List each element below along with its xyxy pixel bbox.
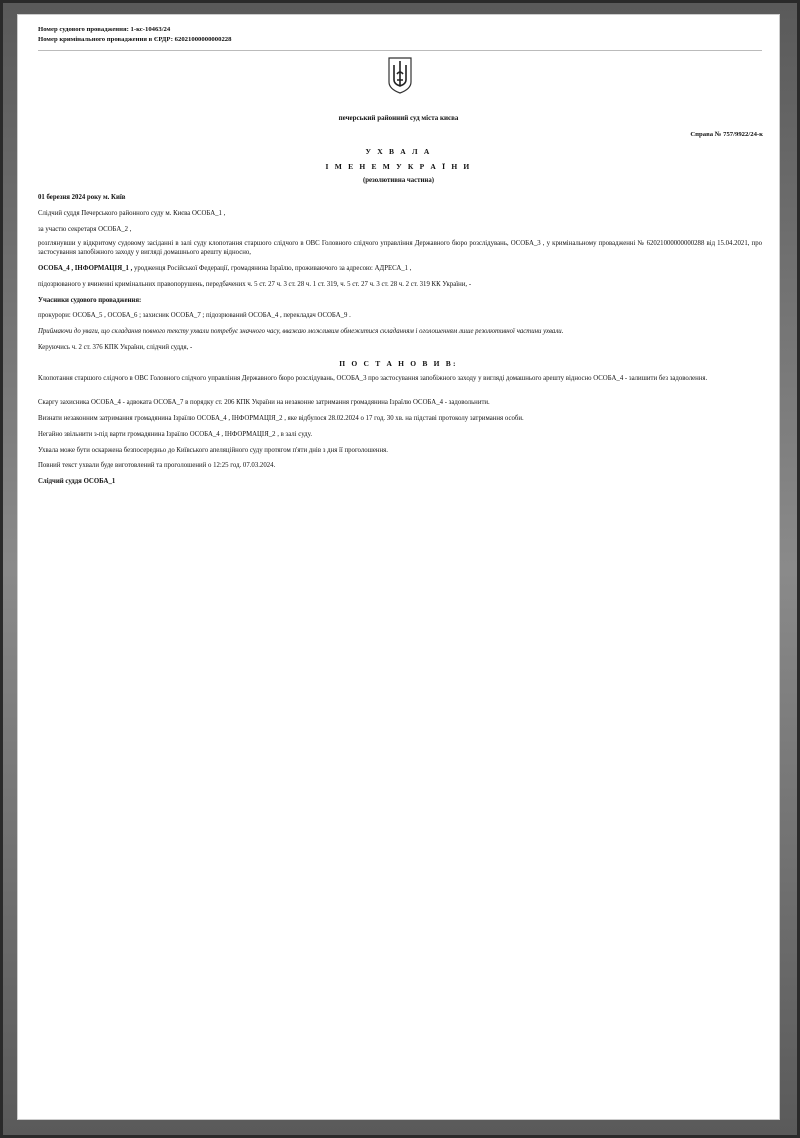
decision-paragraph-2: Скаргу захисника ОСОБА_4 - адвоката ОСОБА_7 в порядку ст. 206 КПК України на незаконне затримання громадянина Ізраїлю ОСОБА_4 - задовольнити. <box>38 399 490 406</box>
guided-line: Керуючись ч. 2 ст. 376 КПК України, слідчий суддя, - <box>38 344 193 351</box>
secretary-line: за участю секретаря ОСОБА_2 , <box>38 226 132 233</box>
consideration-paragraph: розглянувши у відкритому судовому засіданні в залі суду клопотання старшого слідчого в ОВС Головного слідчого управління Державного бюро розслідувань, ОСОБА_3 , у кримінальному провадженні № 62021000000000288 від 15.04.2021, про застосування запобіжного заходу у вигляді домашнього арешту відносно, <box>38 240 762 256</box>
decision-paragraph-3: Визнати незаконним затримання громадянина Ізраїлю ОСОБА_4 , ІНФОРМАЦІЯ_2 , яке відбулося 28.02.2024 о 17 год. 30 хв. на підставі протоколу затримання особи. <box>38 415 524 422</box>
judge-line: Слідчий суддя Печерського районного суду м. Києва ОСОБА_1 , <box>38 210 226 217</box>
decision-paragraph-6: Повний текст ухвали буде виготовлений та проголошений о 12:25 год. 07.03.2024. <box>38 462 276 469</box>
criminal-proceeding-number: Номер кримінального провадження в ЄРДР: 62021000000000228 <box>38 36 232 43</box>
court-name: печерський районний суд міста києва <box>338 114 459 122</box>
suspicion-paragraph: підозрюваного у вчиненні кримінальних правопорушень, передбачених ч. 5 ст. 27 ч. 3 ст. 28 ч. 1 ст. 319, ч. 5 ст. 27 ч. 3 ст. 28 ч. 2 ст. 319 КК України, - <box>38 281 472 288</box>
document-subtitle: І М Е Н Е М У К Р А Ї Н И <box>325 162 472 171</box>
participants-title: Учасники судового провадження: <box>38 297 142 304</box>
header-divider <box>38 50 762 51</box>
decision-paragraph-4: Негайно звільнити з-під варти громадянина Ізраїлю ОСОБА_4 , ІНФОРМАЦІЯ_2 , в залі суду. <box>38 431 313 438</box>
proceeding-number: Номер судового провадження: 1-кс-10463/24 <box>38 26 171 33</box>
participants-line: прокурори: ОСОБА_5 , ОСОБА_6 ; захисник ОСОБА_7 ; підозрюваний ОСОБА_4 , перекладач ОСОБА_9 . <box>38 312 351 319</box>
document-title: У Х В А Л А <box>365 147 432 156</box>
resolutive-part-label: (резолютивна частина) <box>363 177 434 184</box>
decision-paragraph-5: Ухвала може бути оскаржена безпосередньо до Київського апеляційного суду протягом п'яти днів з дня її проголошення. <box>38 447 389 454</box>
date-line: 01 березня 2024 року м. Київ <box>38 194 126 201</box>
decided-heading: П О С Т А Н О В И В: <box>339 359 458 368</box>
person-paragraph <box>38 265 762 274</box>
decision-paragraph-1: Клопотання старшого слідчого в ОВС Головного слідчого управління Державного бюро розслідувань, ОСОБА_3 про застосування запобіжного заходу у вигляді домашнього арешту відносно ОСОБА_4 - залишити без задоволення. <box>38 375 708 382</box>
document-page <box>17 14 780 1120</box>
person-details: уродженця Російської Федерації, громадянина Ізраїлю, проживаючого за адресою: АДРЕСА_1 , <box>132 265 412 272</box>
person-identifier: ОСОБА_4 , ІНФОРМАЦІЯ_1 , <box>38 265 133 272</box>
case-number: Справа № 757/9922/24-к <box>690 131 763 138</box>
signature-line: Слідчий суддя ОСОБА_1 <box>38 478 116 485</box>
italic-note: Приймаючи до уваги, що складання повного тексту ухвали потребує значного часу, вважаю можливим обмежитися складанням і оголошенням лише резолютивної частини ухвали. <box>38 328 564 335</box>
trident-coat-of-arms-icon <box>387 56 413 94</box>
